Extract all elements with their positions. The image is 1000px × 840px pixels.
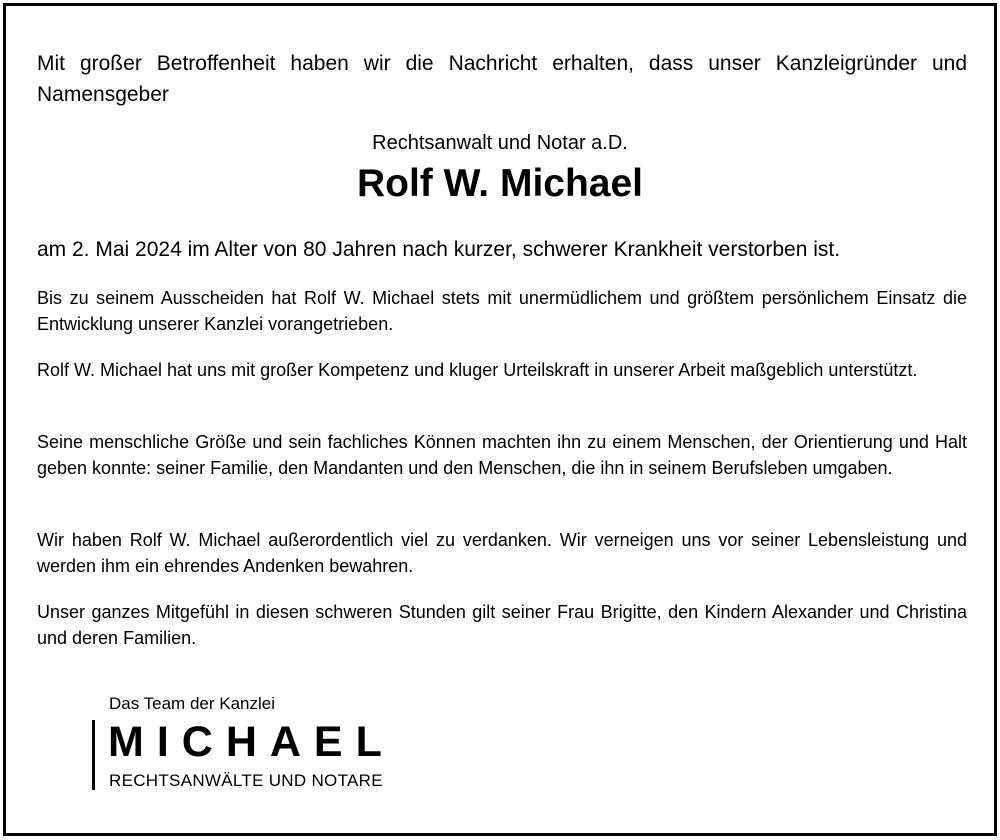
tribute-paragraph: Wir haben Rolf W. Michael außerordentlich viel zu verdanken. Wir verneigen uns vor seiner Lebensleistung und werden ihm ein ehrendes Andenken bewahren. (37, 530, 967, 576)
intro-text: Mit großer Betroffenheit haben wir die Nachricht erhalten, dass unser Kanzleigründer und Namensgeber (37, 52, 967, 106)
tribute-paragraph: Bis zu seinem Ausscheiden hat Rolf W. Michael stets mit unermüdlichem und größtem persönlichem Einsatz die Entwicklung unserer Kanzlei vorangetrieben. (37, 288, 967, 334)
death-statement: am 2. Mai 2024 im Alter von 80 Jahren nach kurzer, schwerer Krankheit verstorben ist. (37, 238, 841, 261)
team-label: Das Team der Kanzlei (109, 694, 275, 713)
firm-name: MICHAEL (108, 718, 395, 766)
firm-logo-bar (92, 720, 95, 790)
tribute-paragraph: Seine menschliche Größe und sein fachliches Können machten ihn zu einem Menschen, der Orientierung und Halt geben konnte: seiner Familie, den Mandanten und den Menschen, die ihn in seinem Berufsleben umgaben. (37, 432, 967, 478)
deceased-name: Rolf W. Michael (356, 162, 644, 205)
condolence-paragraph: Unser ganzes Mitgefühl in diesen schweren Stunden gilt seiner Frau Brigitte, den Kindern Alexander und Christina und deren Familien. (37, 602, 967, 648)
tribute-paragraph: Rolf W. Michael hat uns mit großer Kompetenz und kluger Urteilskraft in unserer Arbeit maßgeblich unterstützt. (37, 360, 918, 380)
firm-subtitle: RECHTSANWÄLTE UND NOTARE (109, 771, 383, 790)
professional-title: Rechtsanwalt und Notar a.D. (372, 132, 628, 154)
